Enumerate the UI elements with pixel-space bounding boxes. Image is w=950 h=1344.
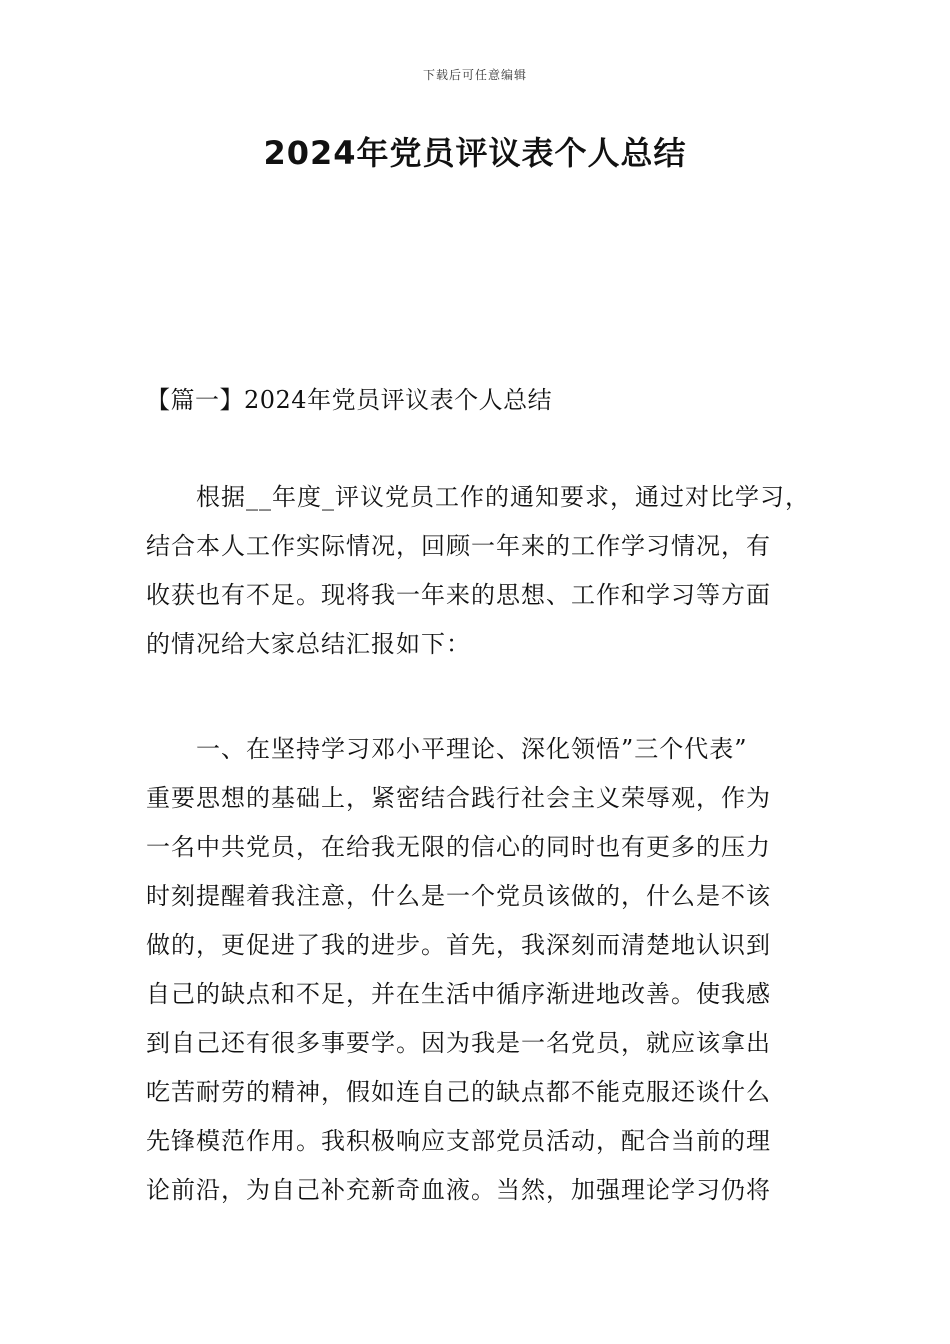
paragraph-line: 一名中共党员，在给我无限的信心的同时也有更多的压力 <box>146 833 771 861</box>
paragraph-intro <box>146 473 816 669</box>
paragraph-line: 根据__年度_评议党员工作的通知要求，通过对比学习， <box>146 483 810 511</box>
paragraph-line: 一、在坚持学习邓小平理论、深化领悟”三个代表” <box>146 735 748 763</box>
paragraph-line: 重要思想的基础上，紧密结合践行社会主义荣辱观，作为 <box>146 784 771 812</box>
paragraph-line: 吃苦耐劳的精神，假如连自己的缺点都不能克服还谈什么 <box>146 1078 771 1106</box>
paragraph-section-one <box>146 725 816 1215</box>
paragraph-line: 的情况给大家总结汇报如下： <box>146 630 471 658</box>
paragraph-line: 到自己还有很多事要学。因为我是一名党员，就应该拿出 <box>146 1029 771 1057</box>
paragraph-line: 做的，更促进了我的进步。首先，我深刻而清楚地认识到 <box>146 931 771 959</box>
section-heading: 【篇一】2024年党员评议表个人总结 <box>146 386 553 414</box>
header-note: 下载后可任意编辑 <box>422 68 527 82</box>
paragraph-line: 结合本人工作实际情况，回顾一年来的工作学习情况，有 <box>146 532 771 560</box>
paragraph-line: 自己的缺点和不足，并在生活中循序渐进地改善。使我感 <box>146 980 771 1008</box>
paragraph-line: 时刻提醒着我注意，什么是一个党员该做的，什么是不该 <box>146 882 771 910</box>
paragraph-line: 先锋模范作用。我积极响应支部党员活动，配合当前的理 <box>146 1127 771 1155</box>
page-title: 2024年党员评议表个人总结 <box>263 134 687 172</box>
paragraph-line: 收获也有不足。现将我一年来的思想、工作和学习等方面 <box>146 581 771 609</box>
paragraph-line: 论前沿，为自己补充新奇血液。当然，加强理论学习仍将 <box>146 1176 771 1204</box>
